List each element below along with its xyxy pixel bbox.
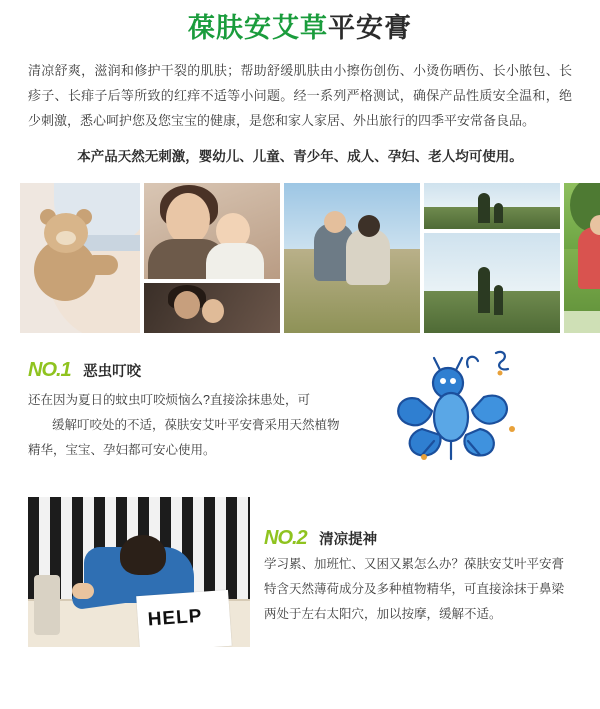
section-1-line-1: 还在因为夏日的蚊虫叮咬烦恼么?直接涂抹患处，可 [28,393,310,408]
photo-father-and-child-silhouette-2 [424,233,560,333]
section-1-body [28,388,358,463]
collage-column-4 [424,183,560,333]
section-2-title: 清凉提神 [319,532,378,549]
section-1-title: 恶虫叮咬 [83,364,142,381]
photo-mother-and-baby [144,183,280,279]
page-title [188,14,412,44]
photo-father-and-child-silhouette [424,183,560,229]
section-insect-bites [0,359,600,463]
photo-couple-outdoors [284,183,420,333]
collage-column-3 [284,183,420,333]
section-2-heading [264,527,572,550]
collage-column-2 [144,183,280,333]
page-title-wrap [0,0,600,44]
section-2-text [264,497,572,627]
photo-tired-student-at-desk [28,497,250,647]
photo-mother-child-indoor [144,283,280,333]
mosquito-bug-illustration [388,337,558,487]
section-2-line-1: 学习累、加班忙、又困又累怎么办？葆肤安艾叶平安膏 [264,557,565,572]
section-1-line-3: 精华，宝宝、孕妇都可安心使用。 [28,443,216,458]
section-2-number: NO.2 [264,527,307,550]
section-1-line-2: 缓解叮咬处的不适，葆肤安艾叶平安膏采用天然植物 [52,418,340,433]
collage-column-1 [20,183,140,333]
intro-highlight: 本产品天然无刺激，婴幼儿、儿童、青少年、成人、孕妇、老人均可使用。 [77,148,523,164]
collage-column-5 [564,183,600,333]
page-title-product: 平安膏 [328,13,412,43]
photo-family-picnic-park [564,183,600,333]
photo-teddy-bear-pregnant-belly [20,183,140,333]
page-title-brand: 葆肤安艾草 [188,13,328,43]
section-2-body [264,552,572,627]
section-1-number: NO.1 [28,359,71,382]
intro-paragraph: 清凉舒爽，滋润和修护干裂的肌肤；帮助舒缓肌肤由小擦伤创伤、小烫伤晒伤、长小脓包、长疹子、长痱子后等所致的红痒不适等小问题。经一系列严格测试，确保产品性质安全温和，绝少刺激，悉心呵护您及您宝宝的健康，是您和家人家居、外出旅行的四季平安常备良品。 [28,62,572,129]
section-2-line-2: 特含天然薄荷成分及多种植物精华，可直接涂抹于鼻梁 [264,582,565,597]
help-sign-text: HELP [147,606,204,631]
section-cooling-refresh [0,497,600,647]
photo-collage [20,183,580,333]
section-2-line-3: 两处于左右太阳穴，加以按摩，缓解不适。 [264,607,502,622]
